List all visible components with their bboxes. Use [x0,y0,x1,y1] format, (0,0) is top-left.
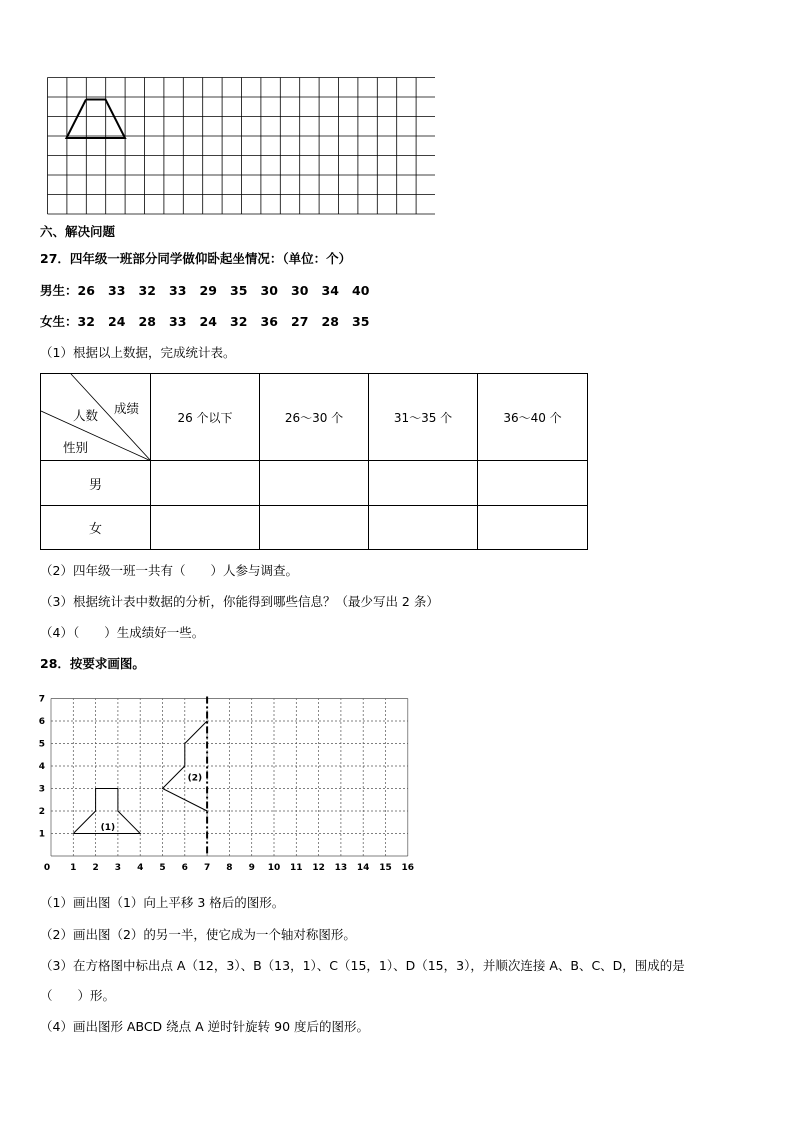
boys-value: 34 [321,283,339,298]
row-header-girls: 女 [41,506,151,550]
answer-cell[interactable] [151,506,260,550]
x-tick-label: 16 [401,863,415,873]
q28-sub4: （4）画出图形 ABCD 绕点 A 逆时针旋转 90 度后的图形。 [40,1019,370,1034]
boys-value: 29 [199,283,217,298]
girls-value: 35 [352,314,370,329]
girls-value: 27 [291,314,309,329]
girls-value: 36 [260,314,278,329]
q28-sub3a: （3）在方格图中标出点 A（12，3）、B（13，1）、C（15，1）、D（15，3），并顺次连接 A、B、C、D，围成的是 [40,958,685,973]
x-tick-label: 6 [181,863,188,873]
boys-value: 33 [108,283,126,298]
answer-cell[interactable] [260,506,369,550]
answer-cell[interactable] [151,461,260,506]
answer-cell[interactable] [369,506,478,550]
girls-value: 24 [108,314,126,329]
boys-value: 26 [77,283,95,298]
x-tick-label: 8 [226,863,233,873]
statistics-table [40,373,588,550]
x-tick-label: 10 [267,863,281,873]
q27-sub4: （4）（ ）生成绩好一些。 [40,625,205,640]
answer-cell[interactable] [260,461,369,506]
girls-label: 女生： [40,314,78,329]
y-tick-label: 5 [38,739,45,750]
boys-data [40,283,369,299]
girls-values [78,314,370,329]
row-header-boys: 男 [41,461,151,506]
x-tick-label: 3 [114,863,122,873]
x-tick-label: 4 [137,863,144,873]
q28-title: 28．按要求画图。 [40,656,145,671]
q28-sub1: （1）画出图（1）向上平移 3 格后的图形。 [40,895,285,910]
y-tick-label: 1 [38,829,45,840]
x-tick-label: 14 [356,863,370,873]
q27-title: 27．四年级一班部分同学做仰卧起坐情况：（单位：个） [40,251,352,266]
top-grid [47,77,435,217]
coordinate-grid [38,690,428,875]
q27-sub1: （1）根据以上数据，完成统计表。 [40,345,236,360]
q28-sub3b: （ ）形。 [40,988,116,1003]
x-tick-label: 5 [159,863,166,873]
boys-value: 30 [260,283,278,298]
answer-cell[interactable] [478,461,588,506]
y-tick-label: 3 [38,784,45,795]
boys-value: 35 [230,283,248,298]
girls-data [40,314,369,330]
column-header: 26～30 个 [260,374,369,461]
girls-value: 24 [199,314,217,329]
boys-values [78,283,370,298]
column-header: 31～35 个 [369,374,478,461]
girls-value: 32 [77,314,95,329]
girls-value: 28 [321,314,339,329]
y-tick-label: 6 [38,717,45,727]
section-title: 六、解决问题 [40,224,116,239]
corner-top-label: 成绩 [114,401,140,416]
corner-mid-label: 人数 [73,408,99,423]
q27-sub3: （3）根据统计表中数据的分析，你能得到哪些信息？（最少写出 2 条） [40,594,439,609]
y-tick-label: 2 [38,807,45,817]
girls-value: 28 [138,314,156,329]
answer-cell[interactable] [478,506,588,550]
corner-bottom-label: 性别 [63,440,89,455]
boys-value: 30 [291,283,309,298]
x-tick-label: 13 [334,863,348,873]
x-tick-label: 2 [92,863,99,873]
boys-value: 40 [352,283,370,298]
girls-value: 33 [169,314,187,329]
boys-value: 33 [169,283,187,298]
trapezoid-shape [67,100,126,139]
y-tick-label: 4 [38,762,45,772]
boys-value: 32 [138,283,156,298]
column-header: 36～40 个 [478,374,588,461]
x-tick-label: 7 [203,863,211,873]
x-tick-label: 12 [312,863,325,873]
x-tick-label: 11 [290,863,303,873]
girls-value: 32 [230,314,248,329]
shape-2-label: (2) [187,773,203,784]
table-corner-header [41,374,151,461]
x-tick-label: 9 [248,863,255,873]
x-tick-label: 0 [43,863,51,873]
column-header: 26 个以下 [151,374,260,461]
q27-sub2: （2）四年级一班一共有（ ）人参与调查。 [40,563,298,578]
shape-1-label: (1) [100,822,116,833]
answer-cell[interactable] [369,461,478,506]
x-tick-label: 15 [379,863,392,873]
x-tick-label: 1 [70,863,77,873]
boys-label: 男生： [40,283,78,298]
y-tick-label: 7 [38,694,45,705]
q28-sub2: （2）画出图（2）的另一半，使它成为一个轴对称图形。 [40,927,356,942]
